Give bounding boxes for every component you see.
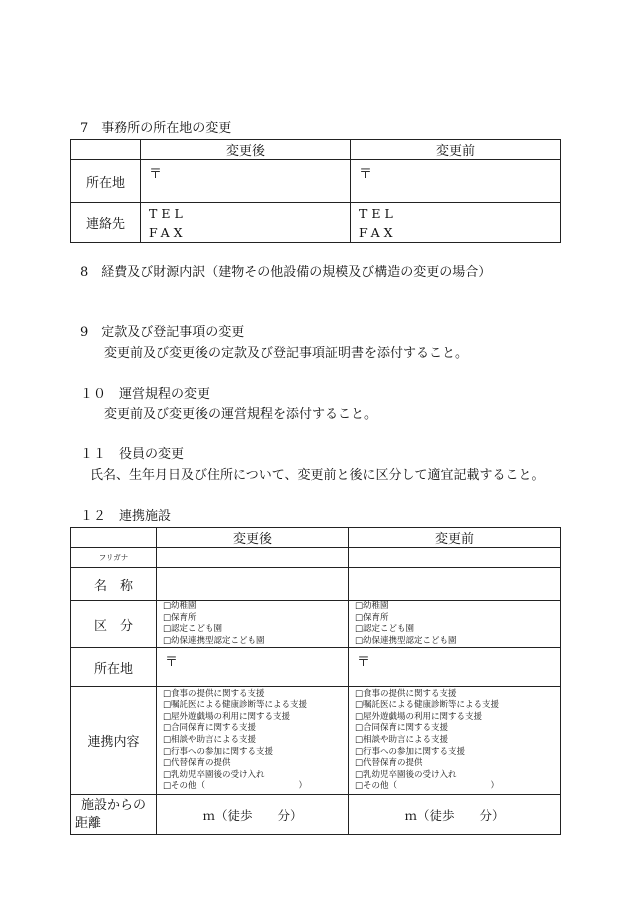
table12-row-location: 所在地: [71, 648, 157, 687]
table12-header-before: 変更前: [349, 528, 561, 548]
section-10-heading: １０ 運営規程の変更: [80, 387, 211, 402]
furigana-after[interactable]: [157, 548, 349, 568]
section-10-body: 変更前及び変更後の運営規程を添付すること。: [104, 407, 378, 422]
section-11-heading: １１ 役員の変更: [80, 447, 185, 462]
furigana-before[interactable]: [349, 548, 561, 568]
fax-label: FAX: [149, 224, 187, 240]
postal-mark: 〒: [165, 655, 179, 671]
name-after[interactable]: [157, 568, 349, 601]
postal-mark: 〒: [149, 167, 163, 182]
partner-facility-table: [70, 527, 561, 835]
content-option[interactable]: □行事への参加に関する支援: [163, 746, 274, 757]
content-option[interactable]: □屋外遊戯場の利用に関する支援: [163, 711, 291, 722]
table12-row-name: 名 称: [71, 568, 157, 601]
category-option[interactable]: □認定こども園: [355, 624, 415, 635]
postal-mark: 〒: [359, 167, 373, 182]
table7-location-after[interactable]: [141, 160, 351, 203]
table12-row-furigana: フリガナ: [71, 548, 157, 568]
table12-row-content: 連携内容: [71, 687, 157, 795]
section-11-body: 氏名、生年月日及び住所について、変更前と後に区分して適宜記載すること。: [90, 468, 545, 483]
section-7-heading: 7 事務所の所在地の変更: [80, 121, 232, 136]
section-12-heading: １２ 連携施設: [80, 509, 172, 524]
office-location-table: [70, 139, 561, 243]
section-9-heading: 9 定款及び登記事項の変更: [80, 325, 245, 340]
content-option[interactable]: □屋外遊戯場の利用に関する支援: [355, 711, 483, 722]
content-option[interactable]: □相談や助言による支援: [163, 735, 257, 746]
table7-contact-before[interactable]: [351, 203, 561, 243]
section-8-heading: 8 経費及び財源内訳（建物その他設備の規模及び構造の変更の場合）: [80, 265, 492, 280]
distance-label-line1: 施設からの: [80, 797, 146, 813]
content-option[interactable]: □代替保育の提供: [163, 758, 231, 769]
distance-before[interactable]: ｍ（徒歩 分）: [349, 795, 561, 835]
location-after[interactable]: [157, 648, 349, 687]
content-before[interactable]: [349, 687, 561, 795]
category-option[interactable]: □幼稚園: [355, 601, 389, 611]
location-before[interactable]: [349, 648, 561, 687]
content-option[interactable]: □行事への参加に関する支援: [355, 746, 466, 757]
content-after[interactable]: [157, 687, 349, 795]
content-option[interactable]: □その他（ ）: [163, 781, 308, 792]
category-option[interactable]: □保育所: [355, 612, 389, 623]
category-before[interactable]: [349, 601, 561, 648]
distance-label-line2: 距離: [75, 815, 102, 831]
table7-row-location: 所在地: [71, 160, 141, 203]
content-option[interactable]: □嘱託医による健康診断等による支援: [163, 700, 308, 711]
distance-after[interactable]: ｍ（徒歩 分）: [157, 795, 349, 835]
category-option[interactable]: □幼保連携型認定こども園: [163, 635, 265, 646]
table12-header-after: 変更後: [157, 528, 349, 548]
content-option[interactable]: □乳幼児卒園後の受け入れ: [163, 769, 265, 780]
table7-header-before: 変更前: [351, 140, 561, 160]
content-option[interactable]: □合同保育に関する支援: [163, 723, 257, 734]
category-option[interactable]: □保育所: [163, 612, 197, 623]
tel-label: TEL: [359, 205, 397, 221]
fax-label: FAX: [359, 224, 397, 240]
table7-corner-cell: [71, 140, 141, 160]
content-option[interactable]: □食事の提供に関する支援: [355, 688, 457, 699]
content-option[interactable]: □乳幼児卒園後の受け入れ: [355, 769, 457, 780]
category-option[interactable]: □幼保連携型認定こども園: [355, 635, 457, 646]
table7-row-contact: 連絡先: [71, 203, 141, 243]
table7-header-after: 変更後: [141, 140, 351, 160]
table12-corner-cell: [71, 528, 157, 548]
name-before[interactable]: [349, 568, 561, 601]
content-option[interactable]: □代替保育の提供: [355, 758, 423, 769]
content-option[interactable]: □その他（ ）: [355, 781, 500, 792]
section-9-body: 変更前及び変更後の定款及び登記事項証明書を添付すること。: [104, 346, 469, 361]
content-option[interactable]: □合同保育に関する支援: [355, 723, 449, 734]
tel-label: TEL: [149, 205, 187, 221]
category-option[interactable]: □認定こども園: [163, 624, 223, 635]
table7-contact-after[interactable]: [141, 203, 351, 243]
table12-row-category: 区 分: [71, 601, 157, 648]
content-option[interactable]: □嘱託医による健康診断等による支援: [355, 700, 500, 711]
postal-mark: 〒: [357, 655, 371, 671]
table12-row-distance: [71, 795, 157, 835]
category-after[interactable]: [157, 601, 349, 648]
category-option[interactable]: □幼稚園: [163, 601, 197, 611]
content-option[interactable]: □食事の提供に関する支援: [163, 688, 265, 699]
table7-location-before[interactable]: [351, 160, 561, 203]
content-option[interactable]: □相談や助言による支援: [355, 735, 449, 746]
